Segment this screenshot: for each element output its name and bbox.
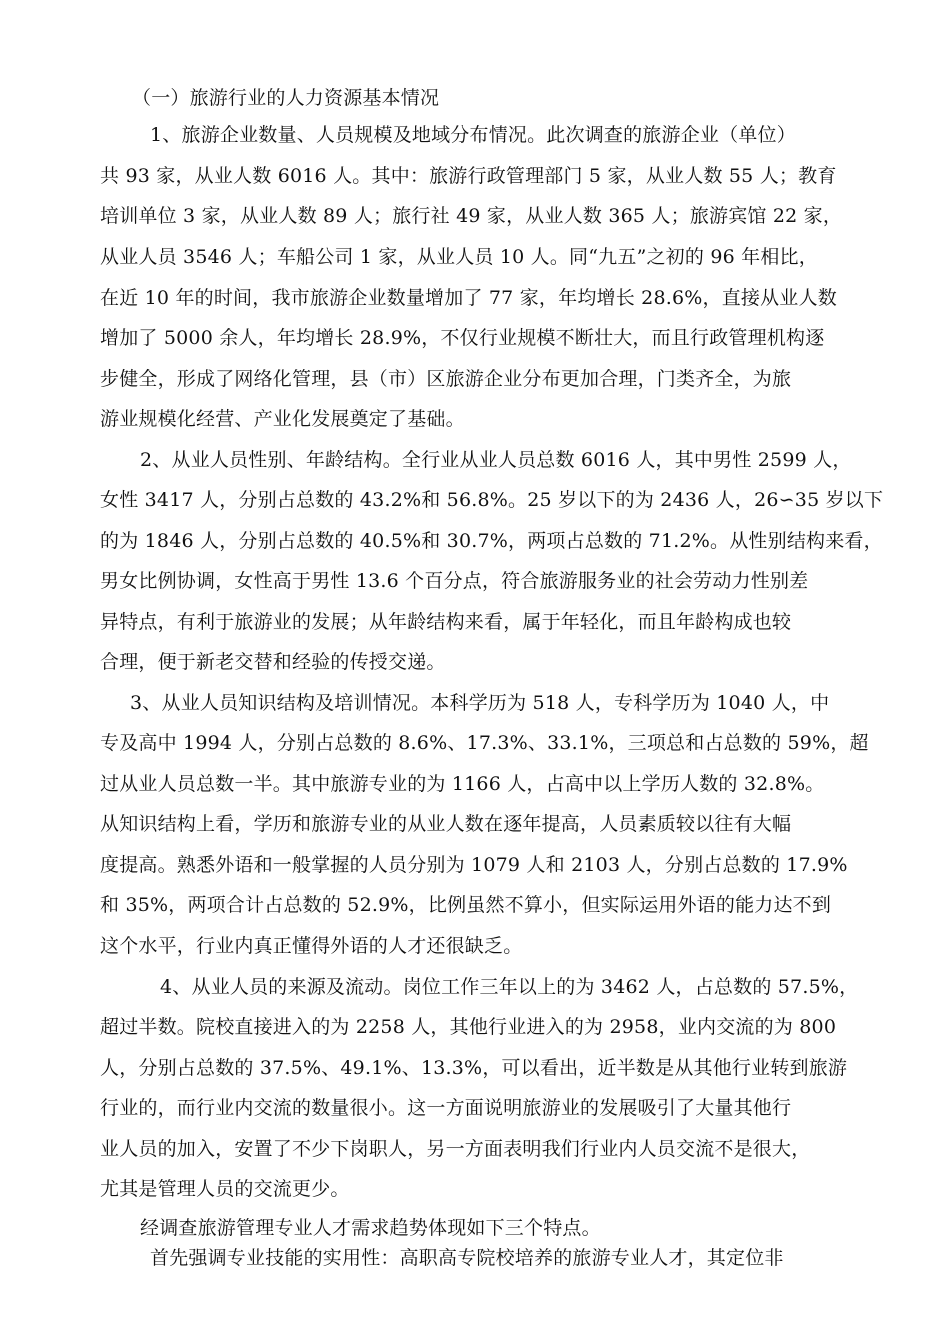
- paragraph-line: 专及高中 1994 人，分别占总数的 8.6%、17.3%、33.1%，三项总和占总数的 59%，超: [100, 732, 869, 754]
- paragraph-line: 和 35%，两项合计占总数的 52.9%，比例虽然不算小，但实际运用外语的能力达不到: [100, 894, 832, 916]
- paragraph-line: 培训单位 3 家，从业人数 89 人；旅行社 49 家，从业人数 365 人；旅游宾馆 22 家，: [100, 205, 843, 227]
- paragraph-line: 在近 10 年的时间，我市旅游企业数量增加了 77 家，年均增长 28.6%，直接从业人数: [100, 287, 837, 309]
- paragraph-line: 过从业人员总数一半。其中旅游专业的为 1166 人，占高中以上学历人数的 32.8%。: [100, 773, 825, 795]
- section-heading: （一）旅游行业的人力资源基本情况: [132, 87, 440, 109]
- paragraph-line: 游业规模化经营、产业化发展奠定了基础。: [100, 408, 465, 430]
- paragraph-line: 1、旅游企业数量、人员规模及地域分布情况。此次调查的旅游企业（单位）: [150, 124, 796, 146]
- paragraph-line: 4、从业人员的来源及流动。岗位工作三年以上的为 3462 人，占总数的 57.5%，: [160, 976, 859, 998]
- paragraph-line: 从知识结构上看，学历和旅游专业的从业人数在逐年提高，人员素质较以往有大幅: [100, 813, 792, 835]
- paragraph-line: 从业人员 3546 人；车船公司 1 家，从业人员 10 人。同“九五”之初的 96 年相比，: [100, 246, 818, 268]
- paragraph-line: 步健全，形成了网络化管理，县（市）区旅游企业分布更加合理，门类齐全，为旅: [100, 368, 792, 390]
- paragraph-line: 首先强调专业技能的实用性：高职高专院校培养的旅游专业人才，其定位非: [150, 1247, 784, 1269]
- paragraph-line: 3、从业人员知识结构及培训情况。本科学历为 518 人，专科学历为 1040 人，中: [130, 692, 830, 714]
- paragraph-line: 增加了 5000 余人，年均增长 28.9%，不仅行业规模不断壮大，而且行政管理机构逐: [100, 327, 825, 349]
- paragraph-line: 人，分别占总数的 37.5%、49.1%、13.3%，可以看出，近半数是从其他行业转到旅游: [100, 1057, 848, 1079]
- paragraph-line: 这个水平，行业内真正懂得外语的人才还很缺乏。: [100, 935, 523, 957]
- paragraph-line: 异特点，有利于旅游业的发展；从年龄结构来看，属于年轻化，而且年龄构成也较: [100, 611, 792, 633]
- paragraph-line: 行业的，而行业内交流的数量很小。这一方面说明旅游业的发展吸引了大量其他行: [100, 1097, 792, 1119]
- paragraph-line: 2、从业人员性别、年龄结构。全行业从业人员总数 6016 人，其中男性 2599 人，: [140, 449, 852, 471]
- paragraph-line: 尤其是管理人员的交流更少。: [100, 1178, 350, 1200]
- paragraph-line: 的为 1846 人，分别占总数的 40.5%和 30.7%，两项占总数的 71.2%。从性别结构来看，: [100, 530, 883, 552]
- paragraph-line: 超过半数。院校直接进入的为 2258 人，其他行业进入的为 2958，业内交流的为 800: [100, 1016, 837, 1038]
- paragraph-line: 男女比例协调，女性高于男性 13.6 个百分点，符合旅游服务业的社会劳动力性别差: [100, 570, 809, 592]
- paragraph-line: 度提高。熟悉外语和一般掌握的人员分别为 1079 人和 2103 人，分别占总数的 17.9%: [100, 854, 848, 876]
- paragraph-line: 女性 3417 人，分别占总数的 43.2%和 56.8%。25 岁以下的为 2436 人，26∽35 岁以下: [100, 489, 884, 511]
- paragraph-line: 合理，便于新老交替和经验的传授交递。: [100, 651, 446, 673]
- paragraph-line: 业人员的加入，安置了不少下岗职人，另一方面表明我们行业内人员交流不是很大，: [100, 1138, 811, 1160]
- paragraph-line: 共 93 家，从业人数 6016 人。其中：旅游行政管理部门 5 家，从业人数 55 人；教育: [100, 165, 837, 187]
- paragraph-line: 经调查旅游管理专业人才需求趋势体现如下三个特点。: [140, 1217, 601, 1239]
